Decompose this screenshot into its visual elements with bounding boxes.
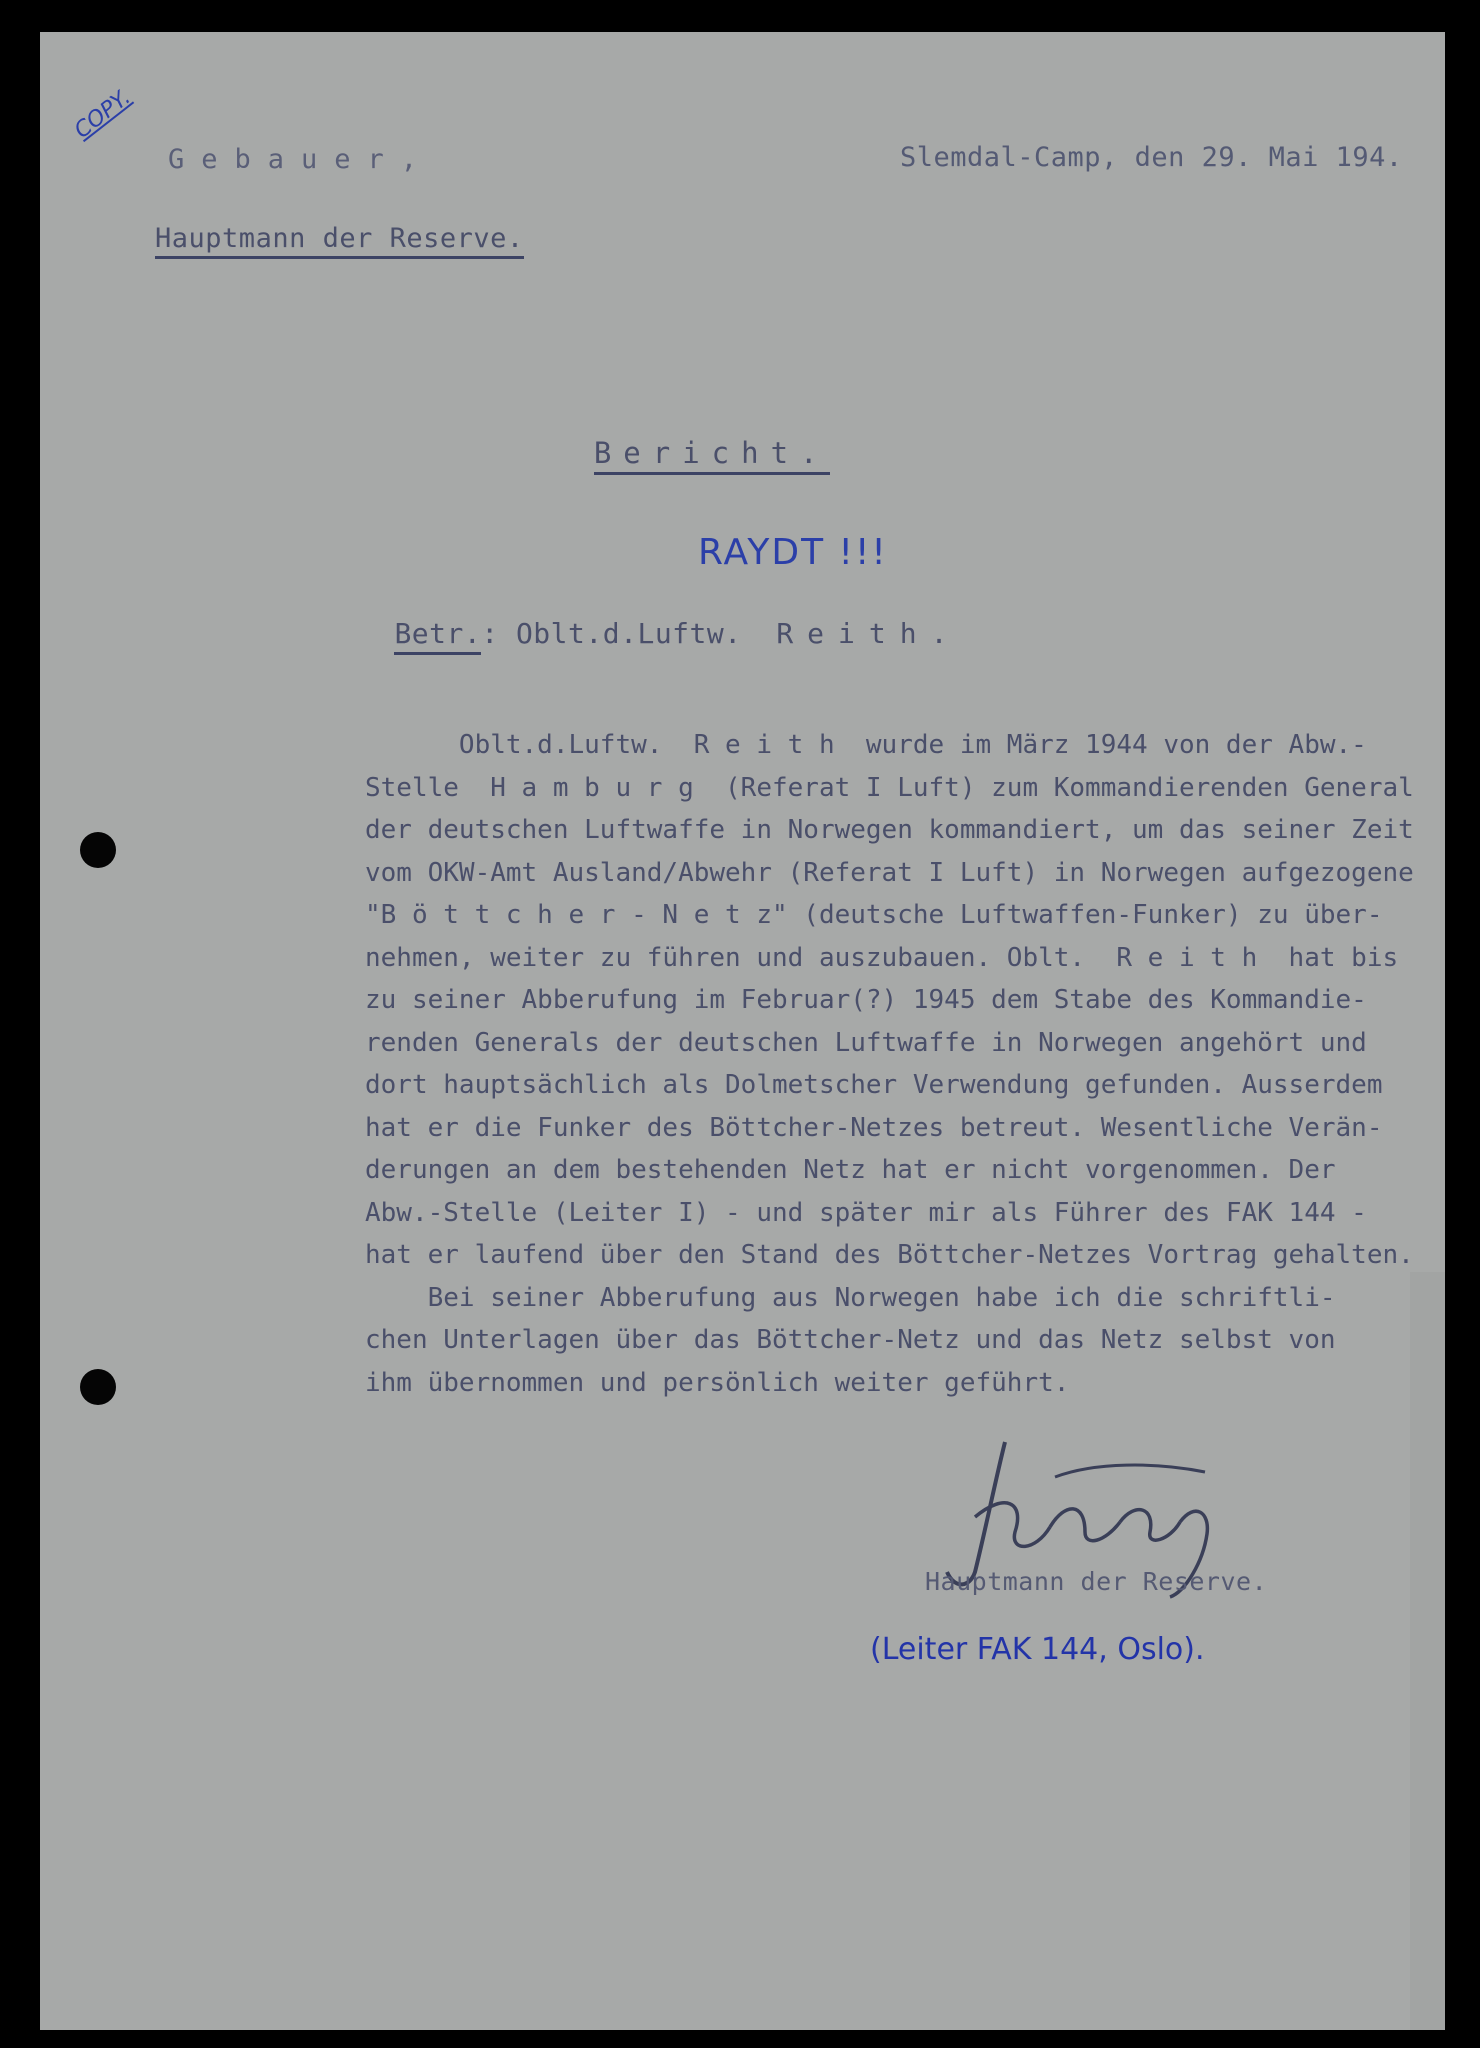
place-date: Slemdal-Camp, den 29. Mai 194. (900, 142, 1403, 173)
subject-line (325, 584, 961, 683)
report-title-text: Bericht. (594, 436, 830, 475)
page-fold-lower (1410, 1272, 1445, 2030)
body-line: Oblt.d.Luftw. R e i t h wurde im März 1944 von der Abw.- (365, 730, 1367, 760)
body-line: hat er laufend über den Stand des Böttcher-Netzes Vortrag gehalten. (365, 1240, 1414, 1270)
subject-colon: : (481, 617, 499, 650)
copy-mark: COPY. (70, 84, 136, 144)
body-line: dort hauptsächlich als Dolmetscher Verwendung gefunden. Ausserdem (365, 1070, 1383, 1100)
report-title (522, 402, 830, 504)
body-line: derungen an dem bestehenden Netz hat er nicht vorgenommen. Der (365, 1155, 1336, 1185)
punch-hole-lower (80, 1369, 116, 1405)
body-line: hat er die Funker des Böttcher-Netzes betreut. Wesentliche Verän- (365, 1112, 1383, 1143)
body-line: nehmen, weiter zu führen und auszubauen. Oblt. R e i t h hat bis (365, 942, 1399, 973)
subject-name: Reith. (776, 617, 962, 650)
body-line: vom OKW-Amt Ausland/Abwehr (Referat I Luft) in Norwegen aufgezogene (365, 857, 1414, 888)
body-line: Stelle H a m b u r g (Referat I Luft) zum Kommandierenden General (365, 772, 1414, 803)
body-line: zu seiner Abberufung im Februar(?) 1945 dem Stabe des Kommandie- (365, 985, 1367, 1015)
signature-addition: (Leiter FAK 144, Oslo). (870, 1632, 1205, 1667)
body-line: ihm übernommen und persönlich weiter geführt. (365, 1367, 1070, 1398)
raydt-note: RAYDT !!! (698, 532, 888, 573)
document-page (40, 32, 1445, 2030)
body-line: renden Generals der deutschen Luftwaffe in Norwegen angehört und (365, 1027, 1367, 1058)
punch-hole-upper (80, 832, 116, 868)
subject-label: Betr. (394, 617, 481, 655)
sender-rank-text: Hauptmann der Reserve. (155, 223, 524, 259)
body-line: chen Unterlagen über das Böttcher-Netz und das Netz selbst von (365, 1325, 1336, 1355)
signature-rank: Hauptmann der Reserve. (925, 1567, 1268, 1596)
body-line: "B ö t t c h e r - N e t z" (deutsche Luftwaffen-Funker) zu über- (365, 900, 1383, 930)
sender-rank (88, 192, 524, 285)
body-line: Abw.-Stelle (Leiter I) - und später mir als Führer des FAK 144 - (365, 1197, 1367, 1228)
body-line: der deutschen Luftwaffe in Norwegen kommandiert, um das seiner Zeit (365, 815, 1414, 845)
subject-text: Oblt.d.Luftw. (515, 617, 742, 650)
body-line: Bei seiner Abberufung aus Norwegen habe ich die schriftli- (365, 1282, 1336, 1313)
sender-name: Gebauer, (168, 144, 435, 175)
